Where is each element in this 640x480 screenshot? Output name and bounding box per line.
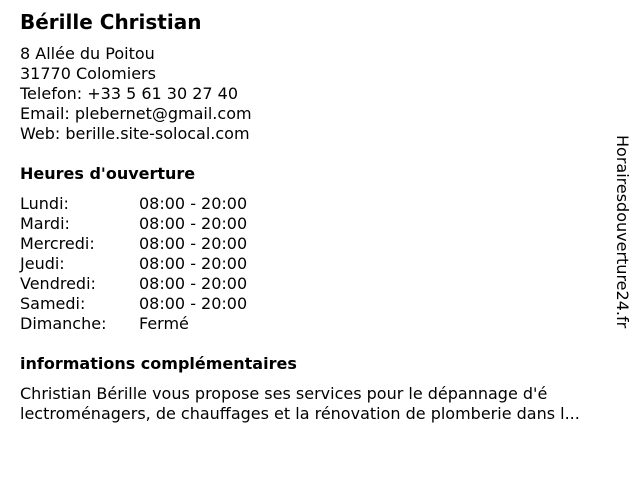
phone-line: Telefon: +33 5 61 30 27 40 [20,84,239,103]
hours-row-samedi [20,294,320,314]
day-label: Vendredi: [20,274,96,293]
hours-row-mardi [20,214,320,234]
time-value: 08:00 - 20:00 [139,274,248,293]
time-value: 08:00 - 20:00 [139,194,248,213]
day-label: Jeudi: [20,254,65,273]
time-value: 08:00 - 20:00 [139,254,248,273]
address-city: 31770 Colomiers [20,64,156,83]
time-value: 08:00 - 20:00 [139,234,248,253]
hours-row-dimanche [20,314,320,334]
hours-row-mercredi [20,234,320,254]
time-value: Fermé [139,314,189,333]
business-name: Bérille Christian [20,10,202,34]
day-label: Mercredi: [20,234,95,253]
site-watermark: Horairesdouverture24.fr [613,135,632,329]
opening-hours-table [20,194,320,334]
address-street: 8 Allée du Poitou [20,44,155,63]
opening-hours-heading: Heures d'ouverture [20,164,196,183]
time-value: 08:00 - 20:00 [139,214,248,233]
day-label: Mardi: [20,214,70,233]
time-value: 08:00 - 20:00 [139,294,248,313]
description-line: Christian Bérille vous propose ses services pour le dépannage d'é [20,384,548,403]
web-line: Web: berille.site-solocal.com [20,124,250,143]
hours-row-vendredi [20,274,320,294]
day-label: Dimanche: [20,314,107,333]
additional-info-heading: informations complémentaires [20,354,297,373]
email-line: Email: plebernet@gmail.com [20,104,252,123]
hours-row-lundi [20,194,320,214]
description-line: lectroménagers, de chauffages et la rénovation de plomberie dans l... [20,404,580,423]
hours-row-jeudi [20,254,320,274]
day-label: Lundi: [20,194,69,213]
contact-block [20,44,252,144]
business-description [20,384,632,424]
day-label: Samedi: [20,294,86,313]
